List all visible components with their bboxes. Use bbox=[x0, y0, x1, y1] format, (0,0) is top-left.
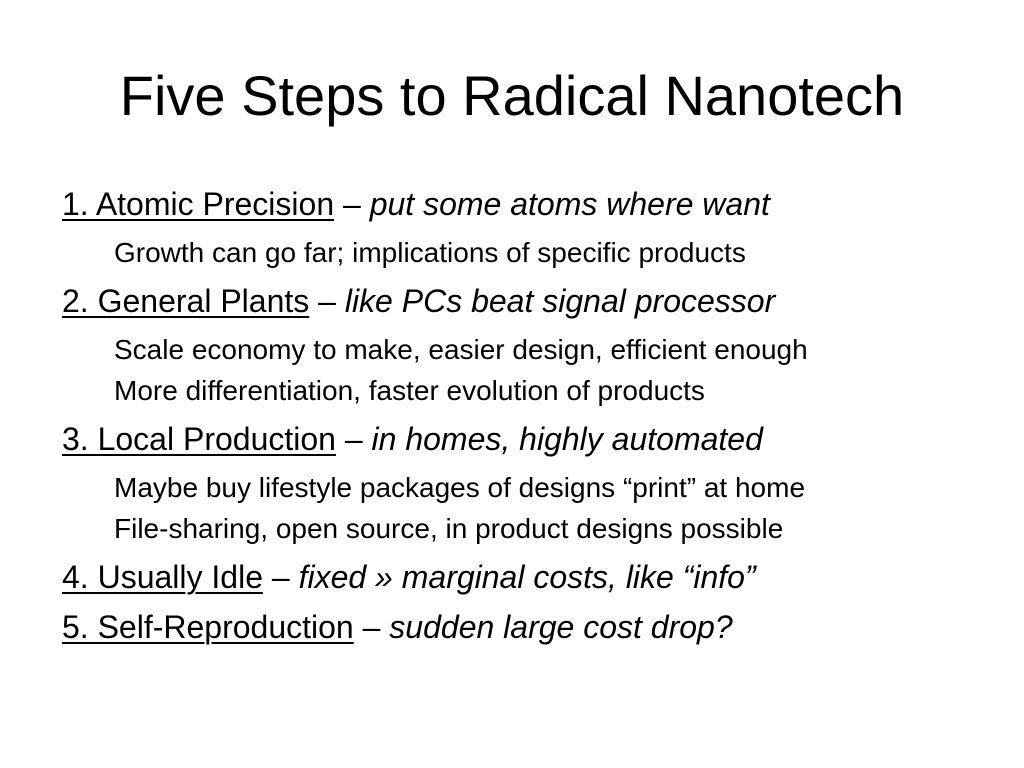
step-dash: – bbox=[271, 559, 290, 595]
step-description: fixed » marginal costs, like “info” bbox=[298, 559, 756, 595]
step-description: in homes, highly automated bbox=[371, 421, 763, 457]
step-heading: 1. Atomic Precision bbox=[62, 186, 335, 222]
step-list bbox=[62, 182, 1002, 655]
step-dash: – bbox=[344, 421, 363, 457]
step-description: sudden large cost drop? bbox=[389, 609, 733, 645]
step-item bbox=[62, 417, 1002, 461]
subpoint: Scale economy to make, easier design, efficient enough bbox=[114, 334, 808, 365]
step-item bbox=[62, 182, 1002, 226]
step-heading: 5. Self-Reproduction bbox=[62, 609, 354, 645]
step-heading: 4. Usually Idle bbox=[62, 559, 263, 595]
step-heading: 2. General Plants bbox=[62, 283, 310, 319]
slide-title: Five Steps to Radical Nanotech bbox=[119, 64, 905, 127]
step-dash: – bbox=[343, 186, 361, 222]
subpoint: Maybe buy lifestyle packages of designs “print” at home bbox=[114, 472, 806, 503]
step-dash: – bbox=[318, 283, 336, 319]
step-heading: 3. Local Production bbox=[62, 421, 336, 457]
step-item bbox=[62, 279, 1002, 323]
subpoint: Growth can go far; implications of specific products bbox=[114, 237, 746, 268]
step-item bbox=[62, 605, 1002, 649]
subpoint-list bbox=[62, 329, 1002, 411]
subpoint: File-sharing, open source, in product designs possible bbox=[114, 513, 784, 544]
step-description: put some atoms where want bbox=[369, 186, 770, 222]
subpoint-list bbox=[62, 467, 1002, 549]
subpoint-list bbox=[62, 232, 1002, 273]
subpoint: More differentiation, faster evolution of products bbox=[114, 375, 705, 406]
step-description: like PCs beat signal processor bbox=[344, 283, 776, 319]
step-dash: – bbox=[362, 609, 381, 645]
step-item bbox=[62, 555, 1002, 599]
